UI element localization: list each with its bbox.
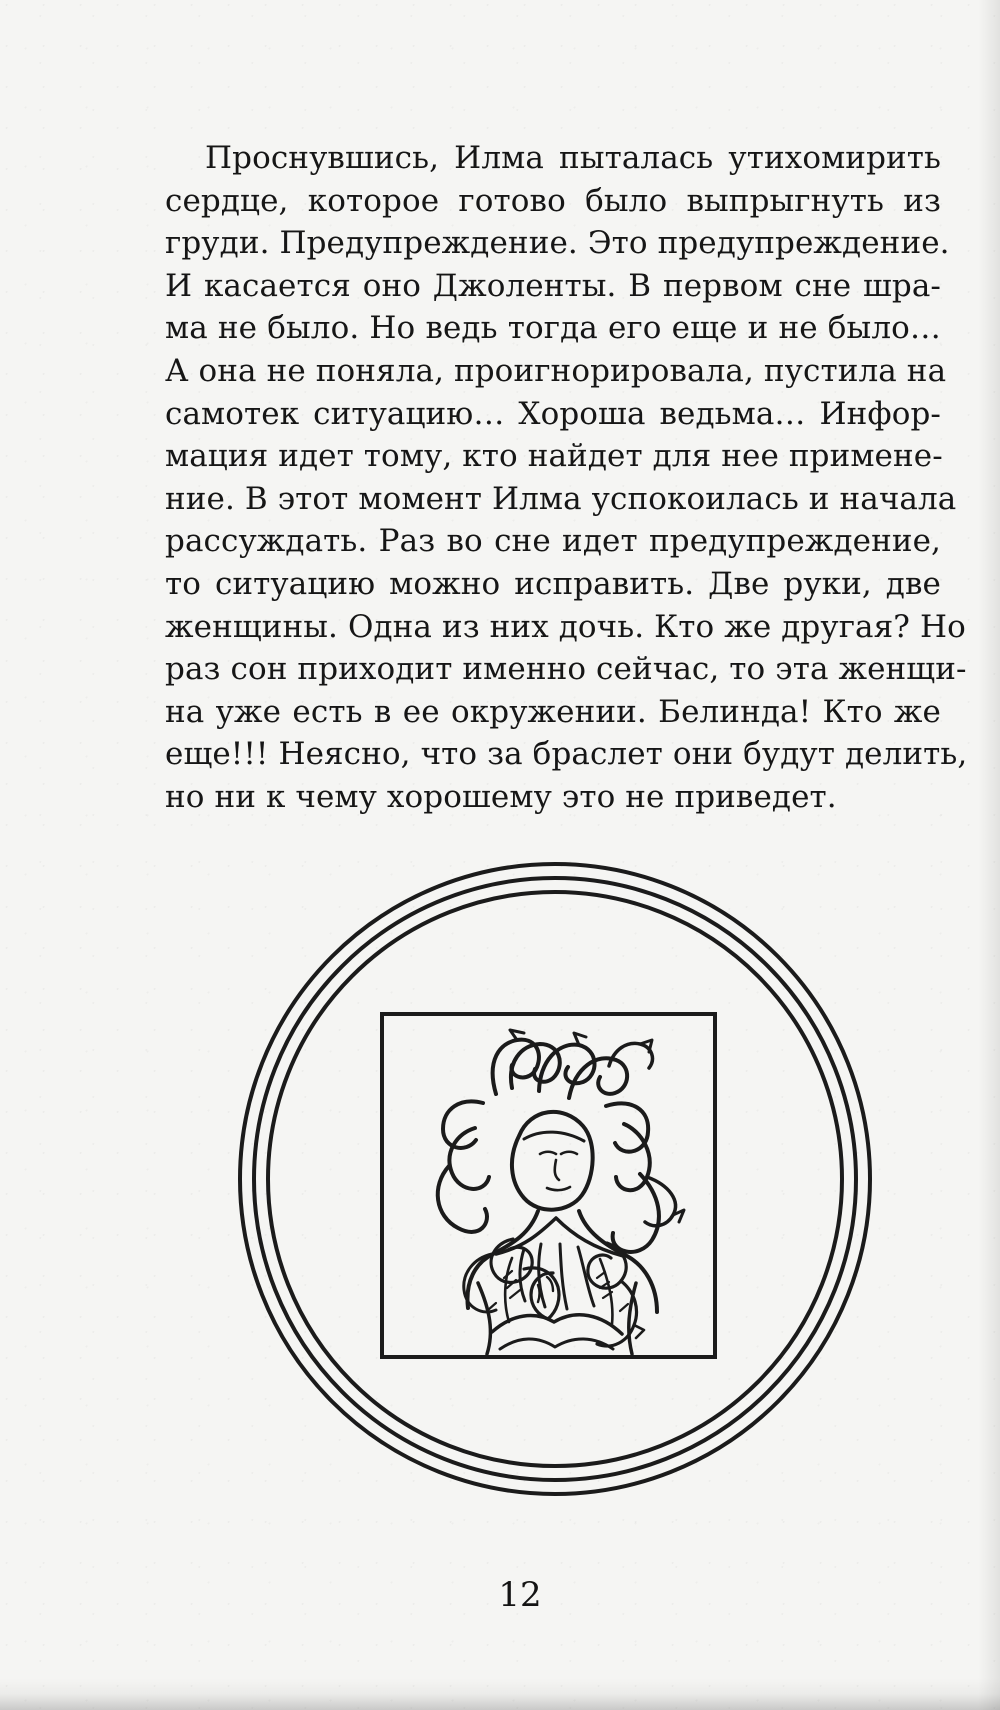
paragraph-line: И касается оно Джоленты. В первом сне шра- (165, 267, 941, 304)
medusa-illustration (238, 862, 872, 1496)
inner-ring (268, 892, 842, 1466)
outer-ring (240, 864, 870, 1494)
paragraph-line: А она не поняла, проигнорировала, пустила на (165, 352, 947, 389)
paragraph-line: на уже есть в ее окружении. Белинда! Кто же (165, 693, 941, 730)
paragraph-line: самотек ситуацию… Хороша ведьма… Инфор- (165, 395, 941, 432)
paragraph-line: сердце, которое готово было выпрыгнуть из (165, 182, 941, 219)
paragraph-line: раз сон приходит именно сейчас, то эта женщи- (165, 651, 967, 688)
paragraph-line: мация идет тому, кто найдет для нее примене- (165, 438, 943, 475)
paragraph-line: но ни к чему хорошему это не приведет. (165, 778, 837, 815)
paragraph-line: еще!!! Неясно, что за браслет они будут делить, (165, 736, 968, 773)
paragraph-line: груди. Предупреждение. Это предупреждение. (165, 225, 950, 262)
medusa-emblem (238, 862, 872, 1496)
paragraph-line: то ситуацию можно исправить. Две руки, две (165, 565, 941, 602)
page-number: 12 (498, 1575, 542, 1615)
main-paragraph (165, 137, 968, 819)
medusa-figure (438, 1030, 684, 1354)
paragraph-line: ние. В этот момент Илма успокоилась и начала (165, 480, 957, 517)
paragraph-line: рассуждать. Раз во сне идет предупреждение, (165, 523, 941, 560)
paragraph-line: Проснувшись, Илма пыталась утихомирить (205, 140, 941, 176)
paragraph-line: ма не было. Но ведь тогда его еще и не было… (165, 310, 941, 347)
paragraph-line: женщины. Одна из них дочь. Кто же другая? Но (165, 608, 966, 645)
middle-ring (254, 878, 856, 1480)
